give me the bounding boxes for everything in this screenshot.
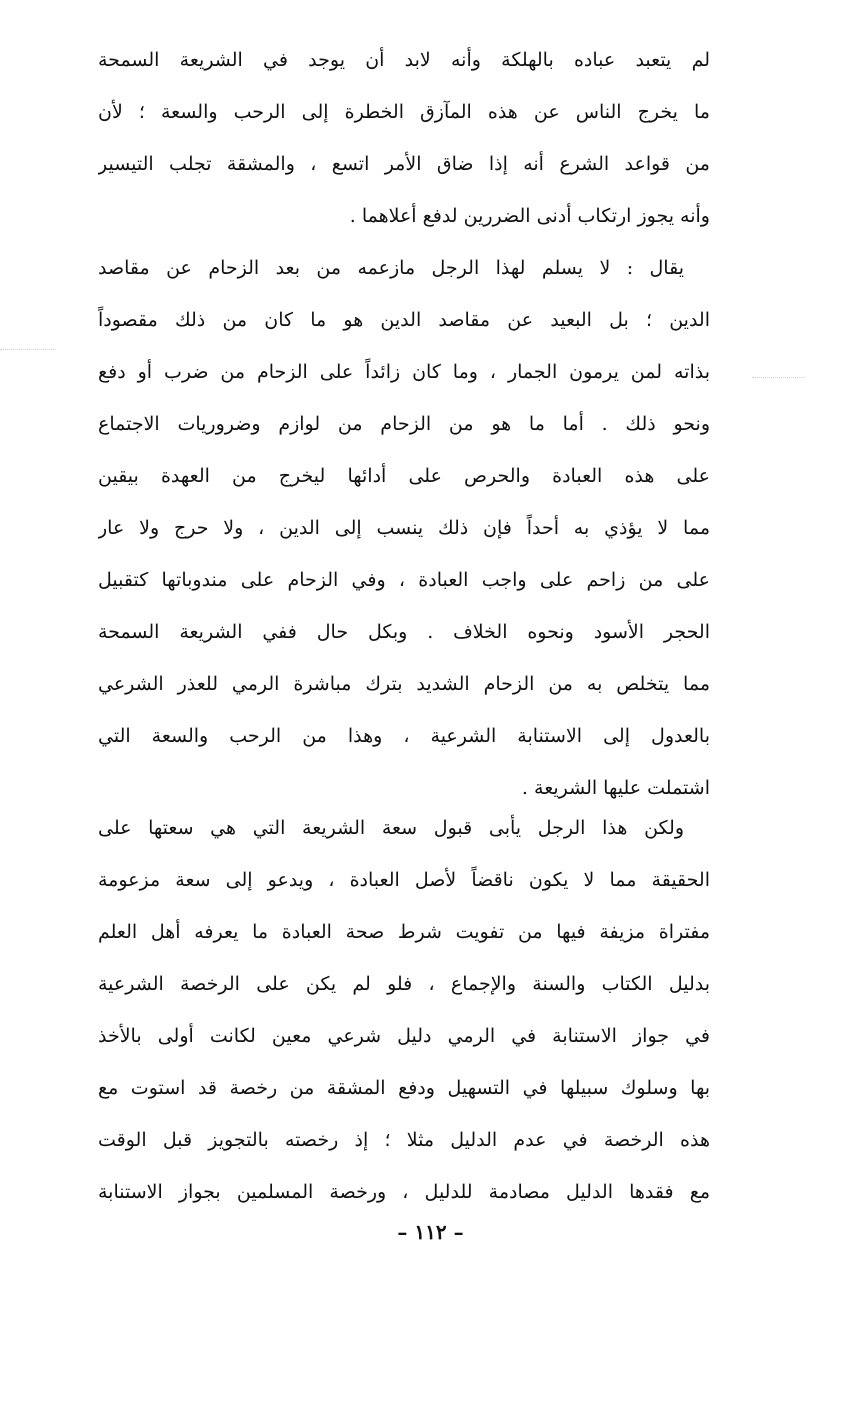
text-line: بها وسلوك سبيلها في التسهيل ودفع المشقة من رخصة قد استوت مع xyxy=(98,1077,710,1099)
text-line: على هذه العبادة والحرص على أدائها ليخرج من العهدة بيقين xyxy=(98,465,710,487)
text-line: يقال : لا يسلم لهذا الرجل مازعمه من بعد الزحام عن مقاصد xyxy=(98,257,684,279)
text-line: اشتملت عليها الشريعة . xyxy=(521,777,710,799)
text-line: ما يخرج الناس عن هذه المآزق الخطرة إلى الرحب والسعة ؛ لأن xyxy=(98,101,710,123)
text-line: مفتراة مزيفة فيها من تفويت شرط صحة العبادة ما يعرفه أهل العلم xyxy=(98,921,710,943)
paragraph-1 xyxy=(98,34,710,242)
text-line: بدليل الكتاب والسنة والإجماع ، فلو لم يكن على الرخصة الشرعية xyxy=(98,973,710,995)
text-line: مما يتخلص به من الزحام الشديد بترك مباشرة الرمي للعذر الشرعي xyxy=(98,673,710,695)
text-line: من قواعد الشرع أنه إذا ضاق الأمر اتسع ، والمشقة تجلب التيسير xyxy=(98,153,710,175)
text-line: لم يتعبد عباده بالهلكة وأنه لابد أن يوجد في الشريعة السمحة xyxy=(98,49,710,71)
page-number: – ١١٢ – xyxy=(397,1220,464,1244)
text-line: هذه الرخصة في عدم الدليل مثلا ؛ إذ رخصته بالتجويز قبل الوقت xyxy=(98,1129,710,1151)
text-line: في جواز الاستنابة في الرمي دليل شرعي معين لكانت أولى بالأخذ xyxy=(98,1025,710,1047)
text-line: ولكن هذا الرجل يأبى قبول سعة الشريعة التي هي سعتها على xyxy=(98,817,684,839)
text-line: الحجر الأسود ونحوه الخلاف . وبكل حال ففي الشريعة السمحة xyxy=(98,621,710,643)
text-line: الحقيقة مما لا يكون ناقضاً لأصل العبادة ، ويدعو إلى سعة مزعومة xyxy=(98,869,710,891)
text-line: على من زاحم على واجب العبادة ، وفي الزحام على مندوباتها كتقبيل xyxy=(98,569,710,591)
text-line: مع فقدها الدليل مصادمة للدليل ، ورخصة المسلمين بجواز الاستنابة xyxy=(98,1181,710,1203)
text-line: بالعدول إلى الاستنابة الشرعية ، وهذا من الرحب والسعة التي xyxy=(98,725,710,747)
paragraph-3 xyxy=(98,802,710,1218)
text-line: ونحو ذلك . أما ما هو من الزحام من لوازم وضروريات الاجتماع xyxy=(98,413,710,435)
margin-scan-mark-right xyxy=(752,377,804,379)
text-line: بذاته لمن يرمون الجمار ، وما كان زائداً على الزحام من ضرب أو دفع xyxy=(98,361,710,383)
text-line: مما لا يؤذي به أحداً فإن ذلك ينسب إلى الدين ، ولا حرج ولا عار xyxy=(98,517,710,539)
text-line: الدين ؛ بل البعيد عن مقاصد الدين هو ما كان من ذلك مقصوداً xyxy=(98,309,710,331)
text-line: وأنه يجوز ارتكاب أدنى الضررين لدفع أعلاهما . xyxy=(349,205,710,227)
paragraph-2 xyxy=(98,242,710,814)
margin-scan-mark-left xyxy=(0,349,56,351)
